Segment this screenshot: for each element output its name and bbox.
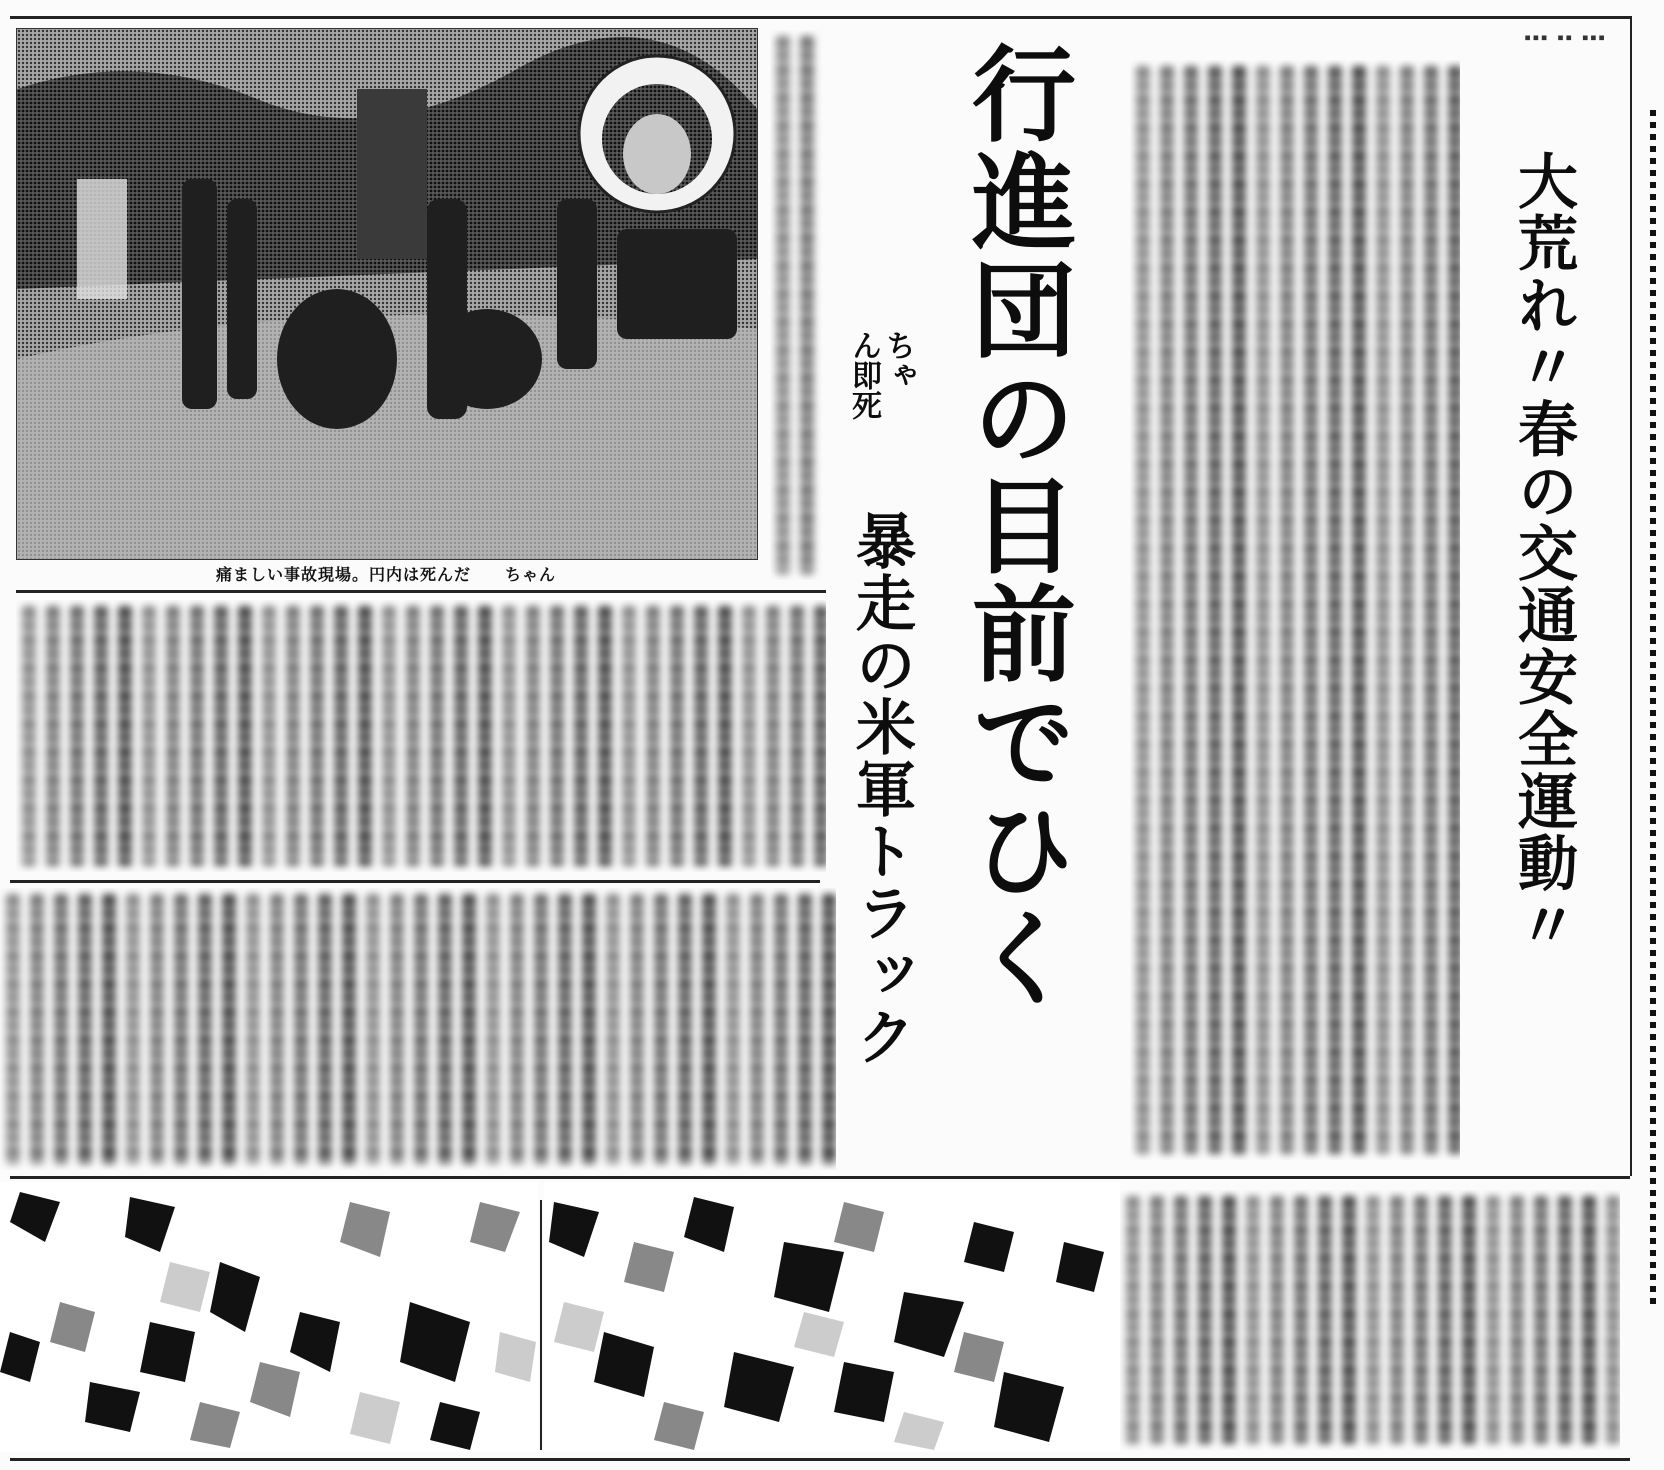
blurred-text-column xyxy=(1414,1196,1428,1444)
main-headline: 行進団の目前でひく xyxy=(954,40,1077,1012)
article-body-left-upper xyxy=(16,600,826,872)
blurred-text-column xyxy=(1304,66,1318,1154)
blurred-text-column xyxy=(1424,66,1438,1154)
blurred-text-column xyxy=(174,894,188,1164)
mosaic-redaction-center xyxy=(544,1182,1120,1452)
blurred-text-column xyxy=(606,894,620,1164)
blurred-columns xyxy=(770,30,826,580)
blurred-text-column xyxy=(1510,1196,1524,1444)
blurred-text-column xyxy=(800,36,814,574)
blurred-columns xyxy=(16,600,826,872)
blurred-text-column xyxy=(654,894,668,1164)
blurred-text-column xyxy=(1294,1196,1308,1444)
blurred-text-column xyxy=(718,606,732,866)
blurred-text-column xyxy=(1352,66,1366,1154)
blurred-text-column xyxy=(678,894,692,1164)
blurred-text-column xyxy=(438,894,452,1164)
blurred-text-column xyxy=(126,894,140,1164)
blurred-text-column xyxy=(502,606,516,866)
perforation-edge xyxy=(1650,110,1656,1310)
blurred-text-column xyxy=(486,894,500,1164)
blurred-text-column xyxy=(630,894,644,1164)
blurred-text-column xyxy=(294,894,308,1164)
blurred-text-column xyxy=(414,894,428,1164)
blurred-text-column xyxy=(646,606,660,866)
blurred-text-column xyxy=(822,894,836,1164)
blurred-text-column xyxy=(1328,66,1342,1154)
right-headline: 大荒れ〃春の交通安全運動〃 xyxy=(1508,150,1578,956)
article-body-left-lower xyxy=(0,888,836,1170)
article-body-bottom-right xyxy=(1120,1190,1620,1450)
photo-caption: 痛ましい事故現場。円内は死んだ ちゃん xyxy=(215,565,556,584)
right-frame-rule xyxy=(1630,16,1632,1176)
blurred-text-column xyxy=(534,894,548,1164)
blurred-text-column xyxy=(1136,66,1150,1154)
blurred-text-column xyxy=(310,606,324,866)
blurred-text-column xyxy=(558,894,572,1164)
blurred-text-column xyxy=(1208,66,1222,1154)
blurred-text-column xyxy=(574,606,588,866)
blurred-text-column xyxy=(94,606,108,866)
blurred-text-column xyxy=(198,894,212,1164)
blurred-text-column xyxy=(118,606,132,866)
blurred-text-column xyxy=(582,894,596,1164)
blurred-text-column xyxy=(742,606,756,866)
blurred-text-column xyxy=(1198,1196,1212,1444)
blurred-text-column xyxy=(54,894,68,1164)
blurred-text-column xyxy=(1582,1196,1596,1444)
blurred-text-column xyxy=(454,606,468,866)
blurred-text-column xyxy=(406,606,420,866)
blurred-text-column xyxy=(30,894,44,1164)
blurred-text-column xyxy=(1534,1196,1548,1444)
top-rule xyxy=(10,16,1630,19)
blurred-text-column xyxy=(1246,1196,1260,1444)
blurred-text-column xyxy=(1160,66,1174,1154)
blurred-text-column xyxy=(1184,66,1198,1154)
subhead-small-line2: ん即死 xyxy=(846,330,881,420)
blurred-text-column xyxy=(1126,1196,1140,1444)
blurred-text-column xyxy=(46,606,60,866)
lower-section-rule xyxy=(10,1176,1630,1179)
blurred-text-column xyxy=(430,606,444,866)
blurred-text-column xyxy=(1462,1196,1476,1444)
blurred-text-column xyxy=(726,894,740,1164)
blurred-text-column xyxy=(342,894,356,1164)
blurred-text-column xyxy=(270,894,284,1164)
blurred-text-column xyxy=(262,606,276,866)
photo-bottom-rule xyxy=(16,590,826,593)
blurred-text-column xyxy=(1256,66,1270,1154)
blurred-text-column xyxy=(1400,66,1414,1154)
blurred-text-column xyxy=(382,606,396,866)
blurred-text-column xyxy=(390,894,404,1164)
blurred-text-column xyxy=(22,606,36,866)
article-body-photo-side xyxy=(770,30,826,580)
blurred-text-column xyxy=(1318,1196,1332,1444)
blurred-text-column xyxy=(1280,66,1294,1154)
blurred-text-column xyxy=(702,894,716,1164)
blurred-columns xyxy=(1130,60,1460,1160)
left-middle-rule xyxy=(10,880,820,883)
mosaic-redaction-left xyxy=(0,1182,538,1452)
blurred-text-column xyxy=(670,606,684,866)
blurred-text-column xyxy=(6,894,20,1164)
blurred-text-column xyxy=(478,606,492,866)
blurred-text-column xyxy=(166,606,180,866)
article-body-right xyxy=(1130,60,1460,1160)
blurred-text-column xyxy=(78,894,92,1164)
blurred-text-column xyxy=(790,606,804,866)
subhead-small-line1: ちゃ xyxy=(880,330,915,390)
blurred-text-column xyxy=(750,894,764,1164)
blurred-text-column xyxy=(1222,1196,1236,1444)
blurred-text-column xyxy=(1558,1196,1572,1444)
blurred-columns xyxy=(0,888,836,1170)
blurred-text-column xyxy=(190,606,204,866)
blurred-text-column xyxy=(1342,1196,1356,1444)
blurred-text-column xyxy=(222,894,236,1164)
blurred-text-column xyxy=(622,606,636,866)
lower-divider xyxy=(540,1200,542,1450)
blurred-text-column xyxy=(510,894,524,1164)
blurred-text-column xyxy=(814,606,826,866)
blurred-text-column xyxy=(766,606,780,866)
blurred-text-column xyxy=(1438,1196,1452,1444)
blurred-text-column xyxy=(358,606,372,866)
accident-scene-photo xyxy=(16,28,758,560)
blurred-text-column xyxy=(1174,1196,1188,1444)
blurred-text-column xyxy=(776,36,790,574)
blurred-text-column xyxy=(238,606,252,866)
sub-headline: 暴走の米軍トラック xyxy=(846,510,916,1068)
blurred-text-column xyxy=(1150,1196,1164,1444)
blurred-text-column xyxy=(1366,1196,1380,1444)
blurred-text-column xyxy=(1232,66,1246,1154)
blurred-text-column xyxy=(694,606,708,866)
blurred-text-column xyxy=(1376,66,1390,1154)
blurred-text-column xyxy=(774,894,788,1164)
header-fragment: ▪▪▪ ▪▪ ▪▪▪ xyxy=(1524,30,1607,44)
blurred-text-column xyxy=(366,894,380,1164)
blurred-text-column xyxy=(214,606,228,866)
bottom-rule xyxy=(10,1458,1630,1461)
blurred-columns xyxy=(1120,1190,1620,1450)
blurred-text-column xyxy=(1448,66,1460,1154)
blurred-text-column xyxy=(334,606,348,866)
blurred-text-column xyxy=(286,606,300,866)
blurred-text-column xyxy=(1390,1196,1404,1444)
blurred-text-column xyxy=(1270,1196,1284,1444)
blurred-text-column xyxy=(318,894,332,1164)
blurred-text-column xyxy=(526,606,540,866)
blurred-text-column xyxy=(1486,1196,1500,1444)
blurred-text-column xyxy=(598,606,612,866)
blurred-text-column xyxy=(1606,1196,1620,1444)
blurred-text-column xyxy=(246,894,260,1164)
blurred-text-column xyxy=(102,894,116,1164)
blurred-text-column xyxy=(70,606,84,866)
blurred-text-column xyxy=(142,606,156,866)
blurred-text-column xyxy=(150,894,164,1164)
blurred-text-column xyxy=(798,894,812,1164)
blurred-text-column xyxy=(550,606,564,866)
blurred-text-column xyxy=(462,894,476,1164)
